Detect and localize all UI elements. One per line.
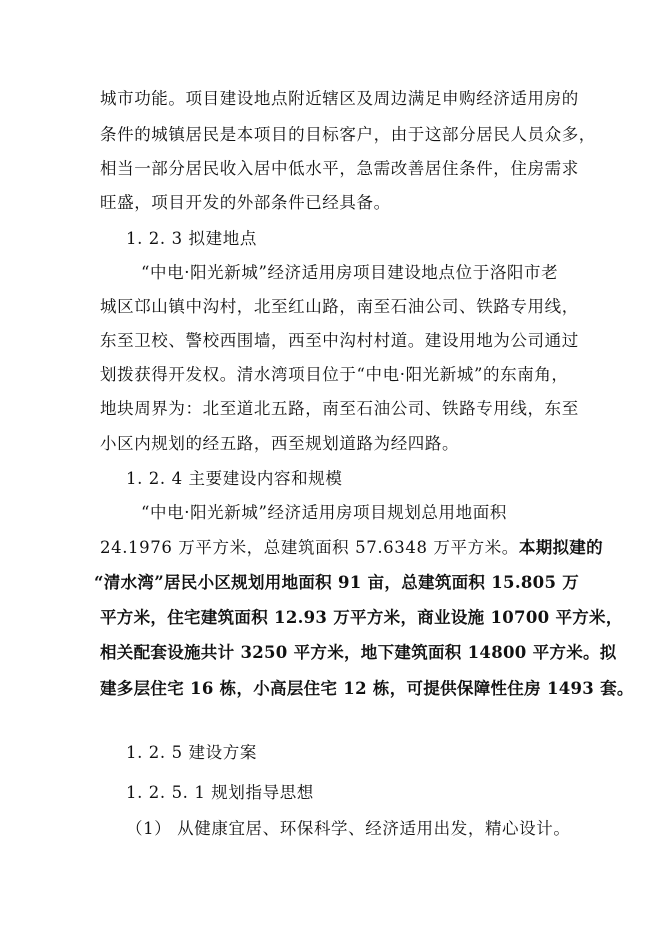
scale-line-1: “中电·阳光新城”经济适用房项目规划总用地面积: [141, 503, 507, 522]
scale-line-2: [100, 537, 603, 559]
scale-line-6: 建多层住宅 16 栋，小高层住宅 12 栋，可提供保障性住房 1493 套。: [100, 679, 634, 698]
site-line-6: 小区内规划的经五路，西至规划道路为经四路。: [100, 434, 460, 453]
para1-line-4: 旺盛，项目开发的外部条件已经具备。: [100, 193, 391, 212]
list-item-1: （1） 从健康宜居、环保科学、经济适用出发，精心设计。: [126, 819, 571, 838]
site-line-5: 地块周界为：北至道北五路，南至石油公司、铁路专用线，东至: [100, 399, 579, 418]
scale-line-2-normal: 24.1976 万平方米，总建筑面积 57.6348 万平方米。: [100, 538, 519, 557]
para1-line-2: 条件的城镇居民是本项目的目标客户，由于这部分居民人员众多，: [100, 125, 596, 144]
para1-line-1: 城市功能。项目建设地点附近辖区及周边满足申购经济适用房的: [100, 89, 579, 108]
para1-line-3: 相当一部分居民收入居中低水平，急需改善居住条件，住房需求: [100, 159, 579, 178]
heading-1-2-3: 1. 2. 3 拟建地点: [126, 229, 257, 248]
heading-1-2-5: 1. 2. 5 建设方案: [126, 743, 257, 762]
scale-line-5: 相关配套设施共计 3250 平方米，地下建筑面积 14800 平方米。拟: [100, 643, 617, 662]
site-line-1: “中电·阳光新城”经济适用房项目建设地点位于洛阳市老: [141, 263, 559, 282]
site-line-2: 城区邙山镇中沟村，北至红山路，南至石油公司、铁路专用线，: [100, 297, 579, 316]
scale-line-4: 平方米，住宅建筑面积 12.93 万平方米，商业设施 10700 平方米，: [100, 608, 623, 627]
heading-1-2-4: 1. 2. 4 主要建设内容和规模: [126, 469, 343, 488]
scale-line-3: “清水湾”居民小区规划用地面积 91 亩，总建筑面积 15.805 万: [94, 573, 580, 592]
scale-line-2-bold: 本期拟建的: [518, 538, 603, 557]
site-line-3: 东至卫校、警校西围墙，西至中沟村村道。建设用地为公司通过: [100, 331, 579, 350]
site-line-4: 划拨获得开发权。清水湾项目位于“中电·阳光新城”的东南角，: [100, 365, 569, 384]
heading-1-2-5-1: 1. 2. 5. 1 规划指导思想: [126, 783, 314, 802]
